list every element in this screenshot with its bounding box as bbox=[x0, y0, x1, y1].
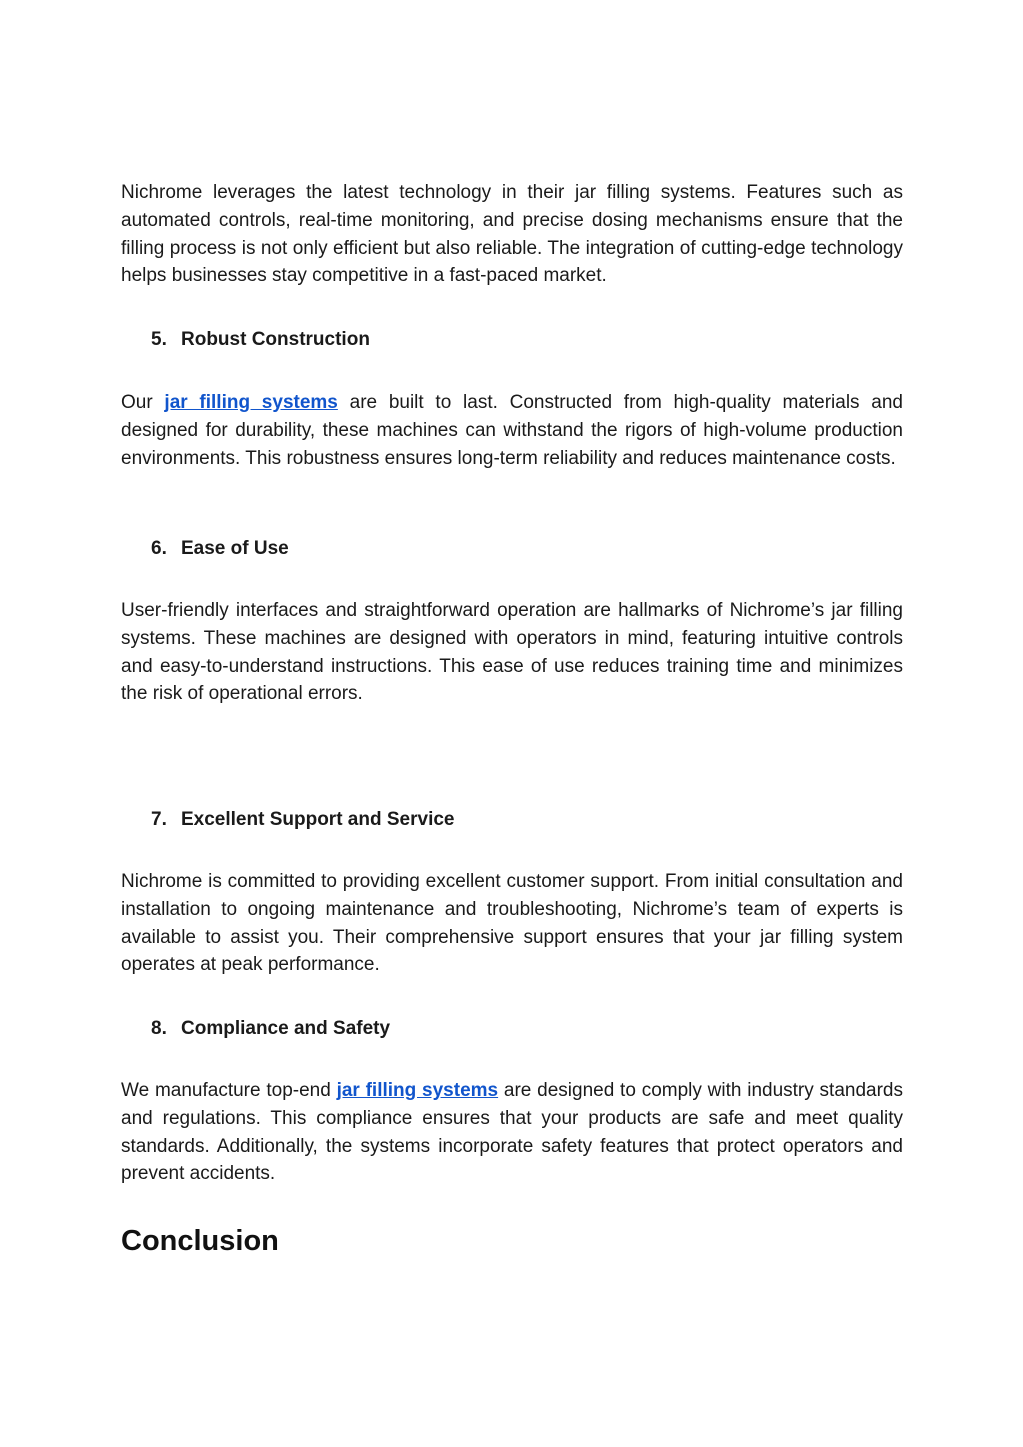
section-5-text-after: are built to last. Constructed from high-quality materials and designed for durability, these machines can withstand the rigors of high-volume production environments. This robustness ensures long-term reliability and reduces maintenance costs. bbox=[121, 392, 903, 469]
jar-filling-systems-link[interactable]: jar filling systems bbox=[164, 392, 338, 413]
section-8-number: 8. bbox=[151, 1018, 167, 1039]
section-8-heading bbox=[121, 1015, 933, 1042]
intro-paragraph: Nichrome leverages the latest technology in their jar filling systems. Features such as automated controls, real-time monitoring, and precise dosing mechanisms ensure that the filling process is not only efficient but also reliable. The integration of cutting-edge technology helps businesses stay competitive in a fast-paced market. bbox=[121, 182, 903, 287]
section-7-number: 7. bbox=[151, 809, 167, 830]
section-6-number: 6. bbox=[151, 538, 167, 559]
section-6-paragraph: User-friendly interfaces and straightforward operation are hallmarks of Nichrome’s jar filling systems. These machines are designed with operators in mind, featuring intuitive controls and easy-to-understand instructions. This ease of use reduces training time and minimizes the risk of operational errors. bbox=[121, 600, 903, 705]
conclusion-heading: Conclusion bbox=[121, 1225, 279, 1257]
section-6-heading bbox=[121, 535, 933, 562]
section-8-text-before: We manufacture top-end bbox=[121, 1080, 337, 1101]
section-6-title: Ease of Use bbox=[181, 538, 289, 559]
section-5-paragraph bbox=[121, 389, 903, 472]
jar-filling-systems-link-2[interactable]: jar filling systems bbox=[336, 1080, 499, 1101]
section-5-title: Robust Construction bbox=[181, 329, 370, 350]
section-7-title: Excellent Support and Service bbox=[181, 809, 455, 830]
section-8-title: Compliance and Safety bbox=[181, 1018, 391, 1039]
section-7-paragraph: Nichrome is committed to providing excellent customer support. From initial consultation and installation to ongoing maintenance and troubleshooting, Nichrome’s team of experts is available to assist you. Their comprehensive support ensures that your jar filling system operates at peak performance. bbox=[121, 871, 903, 976]
section-8-paragraph bbox=[121, 1077, 903, 1188]
section-5-number: 5. bbox=[151, 329, 167, 350]
section-7-heading bbox=[121, 806, 933, 833]
section-5-text-before: Our bbox=[121, 392, 165, 413]
section-5-heading bbox=[121, 326, 933, 353]
section-8-text-after: are designed to comply with industry standards and regulations. This compliance ensures that your products are safe and meet quality standards. Additionally, the systems incorporate safety features that protect operators and prevent accidents. bbox=[121, 1080, 903, 1185]
